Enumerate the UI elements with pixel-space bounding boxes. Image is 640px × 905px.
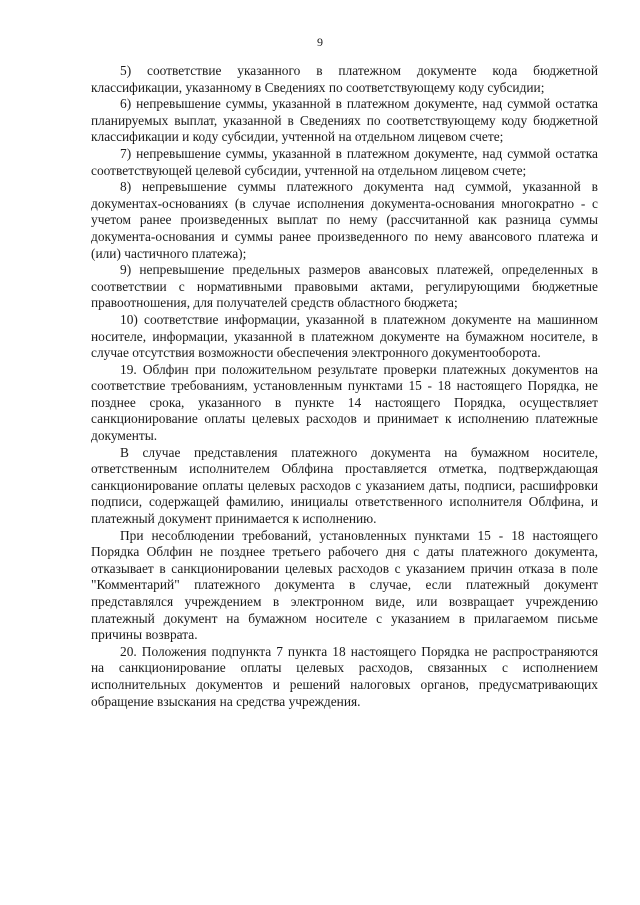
paragraph-item-5: 5) соответствие указанного в платежном документе кода бюджетной классификации, указанному в Сведениях по соответствующему коду субсидии; [91,63,598,95]
page-number: 9 [317,35,323,49]
paragraph-item-9: 9) непревышение предельных размеров авансовых платежей, определенных в соответствии с нормативными правовыми актами, регулирующими бюджетные правоотношения, для получателей средств областного бюджета; [91,262,598,311]
paragraph-item-8: 8) непревышение суммы платежного документа над суммой, указанной в документах-основаниях (в случае исполнения документа-основания многократно - с учетом ранее произведенных выплат по нему (рассчитанной как разница суммы документа-основания и суммы ранее произведенного по нему авансового платежа и (или) частичного платежа); [91,179,598,261]
paragraph-item-10: 10) соответствие информации, указанной в платежном документе на машинном носителе, информации, указанной в платежном документе на бумажном носителе, в случае отсутствия возможности обеспечения электронного документооборота. [91,311,598,361]
document-body [91,63,598,710]
paragraph-noncompliance: При несоблюдении требований, установленных пунктами 15 - 18 настоящего Порядка Облфин не позднее третьего рабочего дня с даты платежного документа, отказывает в санкционировании целевых расходов с указанием причин отказа в поле "Комментарий" платежного документа в случае, если платежный документ представлялся учреждением в электронном виде, или возвращает учреждению платежный документ на бумажном носителе с указанием в прилагаемом письме причины возврата. [91,527,598,643]
paragraph-section-20: 20. Положения подпункта 7 пункта 18 настоящего Порядка не распространяются на санкционирование оплаты целевых расходов, связанных с исполнением исполнительных документов и решений налоговых органов, предусматривающих обращение взыскания на средства учреждения. [91,643,598,709]
paragraph-section-19: 19. Облфин при положительном результате проверки платежных документов на соответствие требованиям, установленным пунктами 15 - 18 настоящего Порядка, не позднее срока, указанного в пункте 14 настоящего Порядка, осуществляет санкционирование оплаты целевых расходов и принимает к исполнению платежные документы. [91,361,598,444]
paragraph-item-7: 7) непревышение суммы, указанной в платежном документе, над суммой остатка соответствующей целевой субсидии, учтенной на отдельном лицевом счете; [91,145,598,178]
paragraph-paper-carrier: В случае представления платежного документа на бумажном носителе, ответственным исполнителем Облфина проставляется отметка, подтверждающая санкционирование оплаты целевых расходов с указанием даты, подписи, расшифровки подписи, содержащей фамилию, инициалы ответственного исполнителя Облфина, и платежный документ принимается к исполнению. [91,444,598,527]
paragraph-item-6: 6) непревышение суммы, указанной в платежном документе, над суммой остатка планируемых выплат, указанной в Сведениях по соответствующему коду бюджетной классификации и коду субсидии, учтенной на отдельном лицевом счете; [91,96,598,145]
